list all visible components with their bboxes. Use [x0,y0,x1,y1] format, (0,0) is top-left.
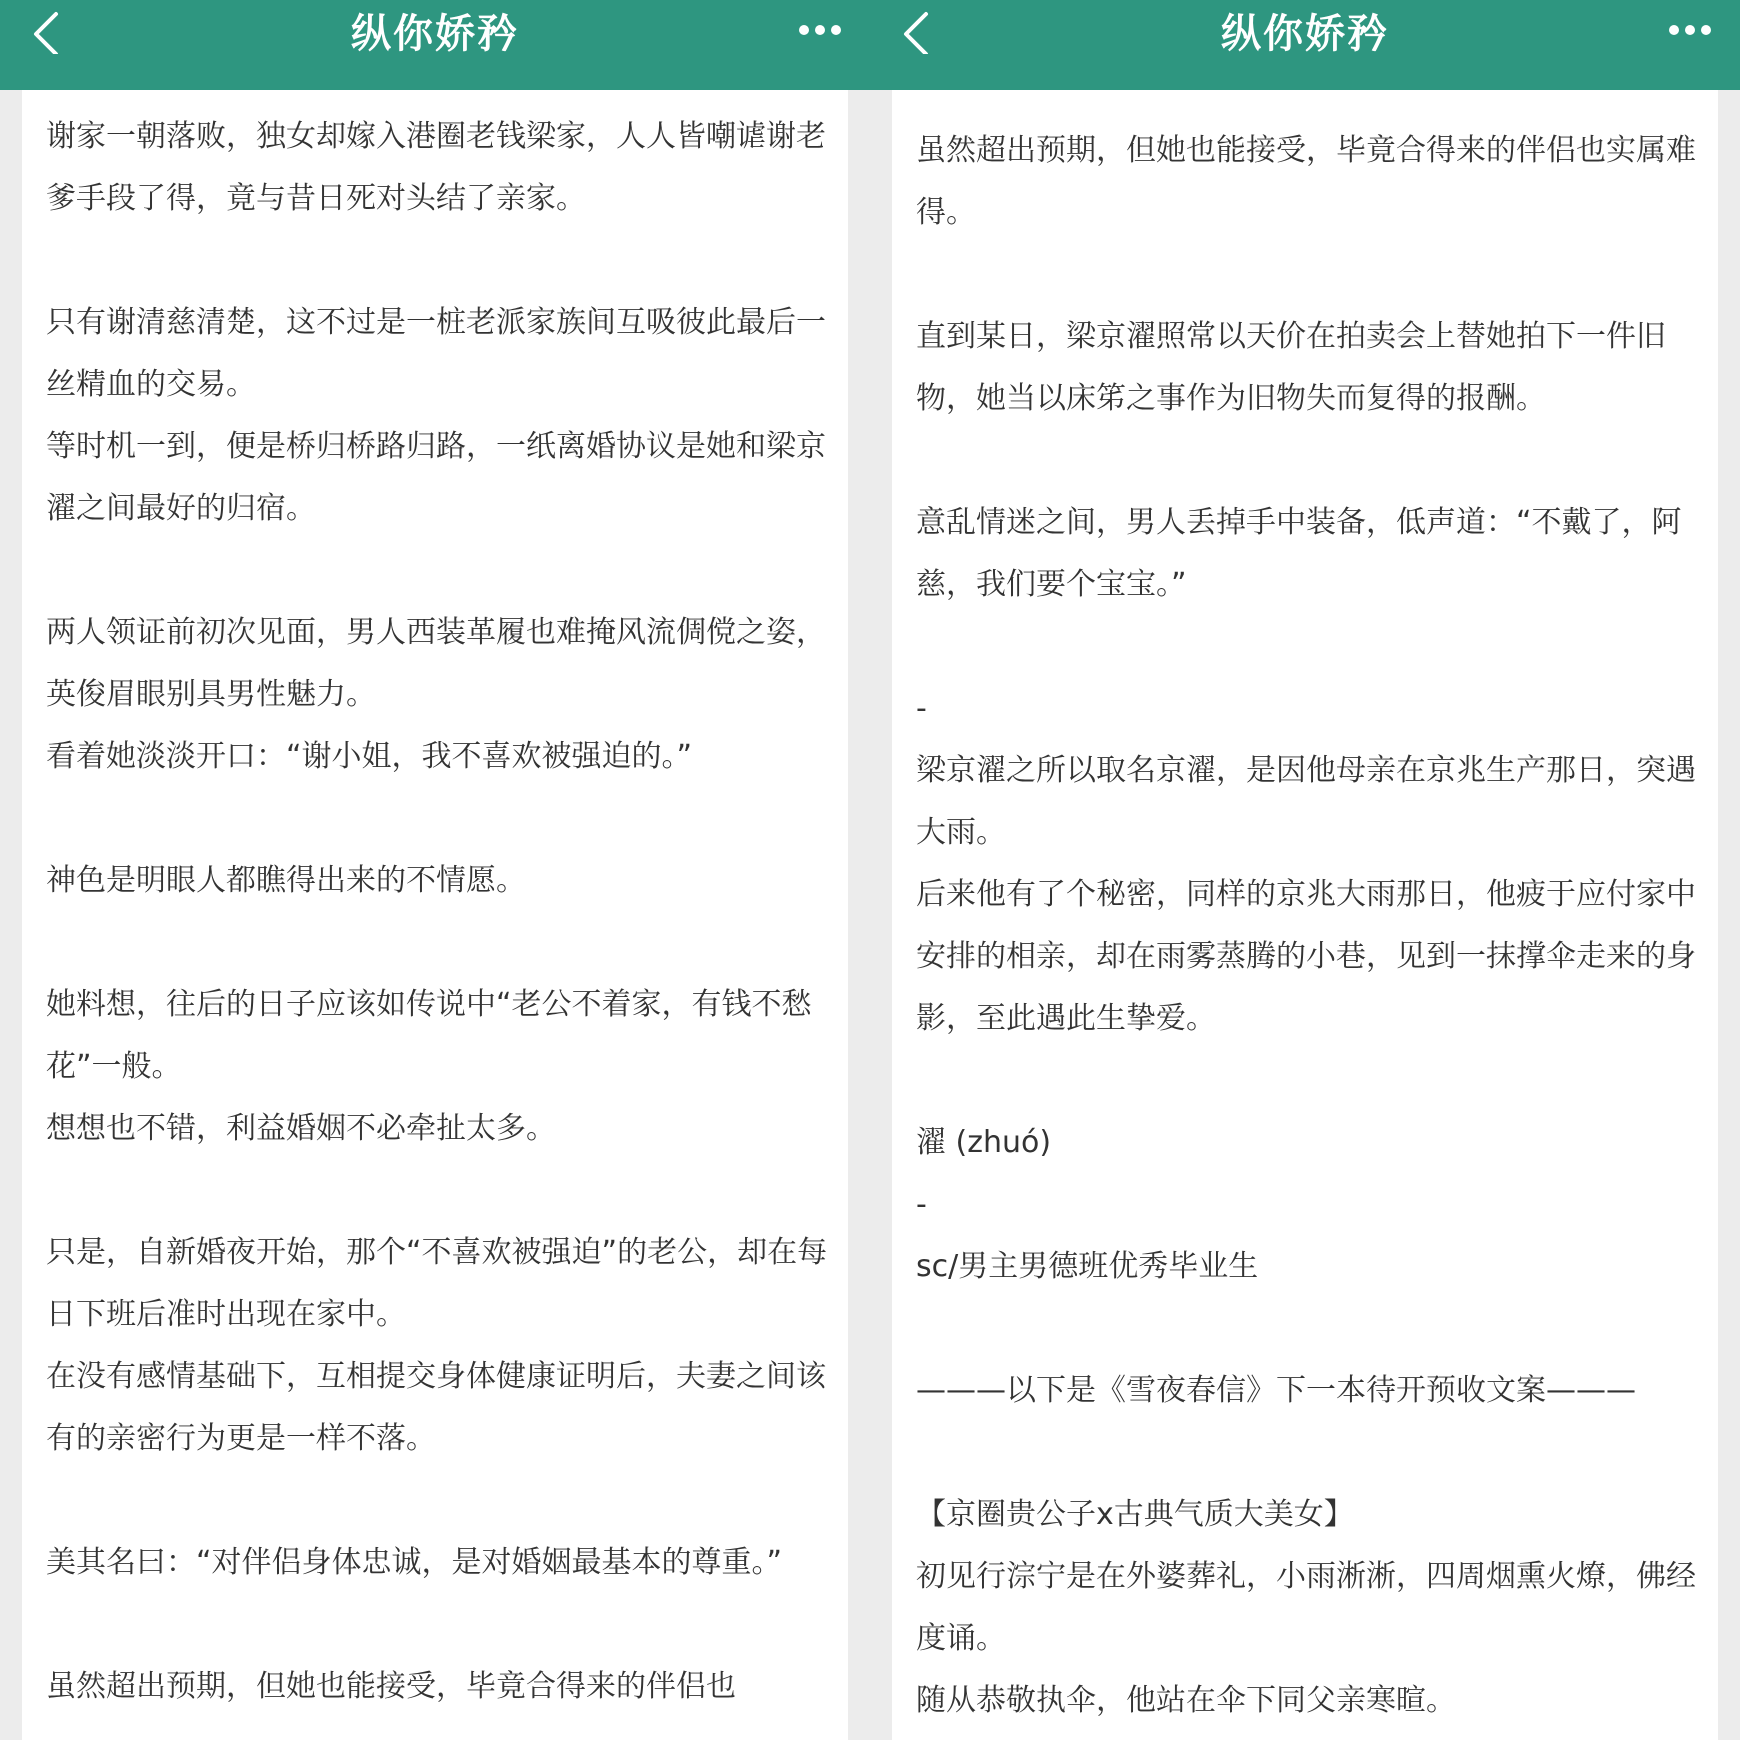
paragraph: 意乱情迷之间，男人丢掉手中装备，低声道：“不戴了，阿慈，我们要个宝宝。” [916,505,1682,602]
paragraph: 虽然超出预期，但她也能接受，毕竟合得来的伴侣也 [46,1669,736,1704]
nav-bar [870,0,1740,90]
paragraph: 神色是明眼人都瞧得出来的不情愿。 [46,863,526,898]
right-screen [870,0,1740,1740]
section-divider: ———以下是《雪夜春信》下一本待开预收文案——— [916,1373,1636,1408]
paragraph: 看着她淡淡开口：“谢小姐，我不喜欢被强迫的。” [46,739,693,774]
paragraph: sc/男主男德班优秀毕业生 [916,1249,1259,1284]
paragraph: 两人领证前初次见面，男人西装革履也难掩风流倜傥之姿，英俊眉眼别具男性魅力。 [46,615,826,712]
paragraph: 只有谢清慈清楚，这不过是一桩老派家族间互吸彼此最后一丝精血的交易。 [46,305,826,402]
more-dots-icon[interactable] [792,10,848,50]
separator-dash: - [916,1187,927,1222]
paragraph: 美其名曰：“对伴侣身体忠诚，是对婚姻最基本的尊重。” [46,1545,783,1580]
paragraph: 想想也不错，利益婚姻不必牵扯太多。 [46,1111,556,1146]
paragraph: 梁京濯之所以取名京濯，是因他母亲在京兆生产那日，突遇大雨。 [916,753,1696,850]
paragraph: 她料想，往后的日子应该如传说中“老公不着家，有钱不愁花”一般。 [46,987,812,1084]
page-title: 纵你娇矜 [351,11,519,57]
paragraph: 谢家一朝落败，独女却嫁入港圈老钱梁家，人人皆嘲谑谢老爹手段了得，竟与昔日死对头结了亲家。 [46,119,826,216]
article-card [892,90,1718,1740]
paragraph: 等时机一到，便是桥归桥路归路，一纸离婚协议是她和梁京濯之间最好的归宿。 [46,429,826,526]
paragraph: 只是，自新婚夜开始，那个“不喜欢被强迫”的老公，却在每日下班后准时出现在家中。 [46,1235,828,1332]
nav-bar [0,0,870,90]
article-card [22,90,848,1740]
paragraph: 虽然超出预期，但她也能接受，毕竟合得来的伴侣也实属难得。 [916,133,1696,230]
paragraph: 后来他有了个秘密，同样的京兆大雨那日，他疲于应付家中安排的相亲，却在雨雾蒸腾的小巷，见到一抹撑伞走来的身影，至此遇此生挚爱。 [916,877,1696,1036]
paragraph: 在没有感情基础下，互相提交身体健康证明后，夫妻之间该有的亲密行为更是一样不落。 [46,1359,826,1456]
paragraph: 【京圈贵公子x古典气质大美女】 [916,1497,1354,1532]
article-body [916,120,1700,1732]
paragraph: 濯 (zhuó) [916,1125,1052,1160]
paragraph: 直到某日，梁京濯照常以天价在拍卖会上替她拍下一件旧物，她当以床笫之事作为旧物失而复得的报酬。 [916,319,1666,416]
paragraph: 初见行淙宁是在外婆葬礼，小雨淅淅，四周烟熏火燎，佛经度诵。 [916,1559,1696,1656]
page-title: 纵你娇矜 [1221,11,1389,57]
article-body [46,106,830,1718]
more-dots-icon[interactable] [1662,10,1718,50]
separator-dash: - [916,691,927,726]
paragraph: 随从恭敬执伞，他站在伞下同父亲寒暄。 [916,1683,1456,1718]
